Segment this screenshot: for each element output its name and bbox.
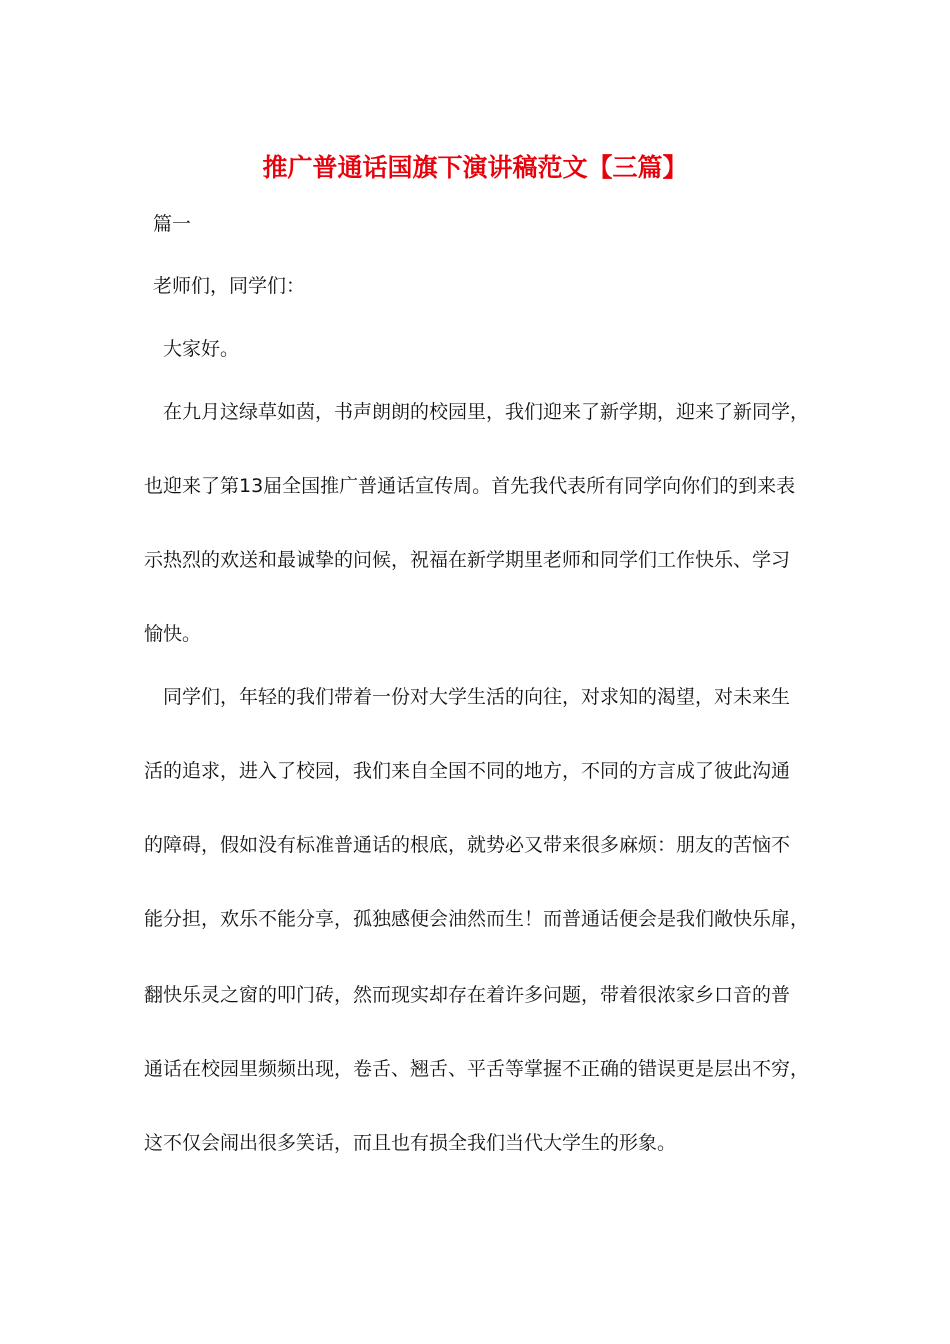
- section-heading: 篇一: [153, 213, 192, 235]
- paragraph2-line: 这不仅会闹出很多笑话，而且也有损全我们当代大学生的形象。: [144, 1132, 677, 1154]
- document-title: 推广普通话国旗下演讲稿范文【三篇】: [262, 153, 688, 182]
- paragraph2-line: 能分担，欢乐不能分享，孤独感便会油然而生！而普通话便会是我们敞快乐扉，: [144, 908, 810, 930]
- salutation: 老师们，同学们：: [153, 275, 306, 297]
- paragraph1-line: 在九月这绿草如茵，书声朗朗的校园里，我们迎来了新学期，迎来了新同学，: [163, 401, 810, 423]
- paragraph2-line: 通话在校园里频频出现，卷舌、翘舌、平舌等掌握不正确的错误更是层出不穷，: [144, 1058, 810, 1080]
- paragraph2-line: 的障碍，假如没有标准普通话的根底，就势必又带来很多麻烦：朋友的苦恼不: [144, 834, 791, 856]
- paragraph1-line: 也迎来了第13届全国推广普通话宣传周。首先我代表所有同学向你们的到来表: [144, 475, 796, 497]
- greeting: 大家好。: [163, 338, 240, 360]
- paragraph2-line: 活的追求，进入了校园，我们来自全国不同的地方，不同的方言成了彼此沟通: [144, 760, 791, 782]
- paragraph1-line: 示热烈的欢送和最诚挚的问候，祝福在新学期里老师和同学们工作快乐、学习: [144, 549, 791, 571]
- paragraph2-line: 同学们，年轻的我们带着一份对大学生活的向往，对求知的渴望，对未来生: [163, 686, 791, 708]
- paragraph1-line: 愉快。: [144, 623, 202, 645]
- paragraph2-line: 翻快乐灵之窗的叩门砖，然而现实却存在着许多问题，带着很浓家乡口音的普: [144, 984, 791, 1006]
